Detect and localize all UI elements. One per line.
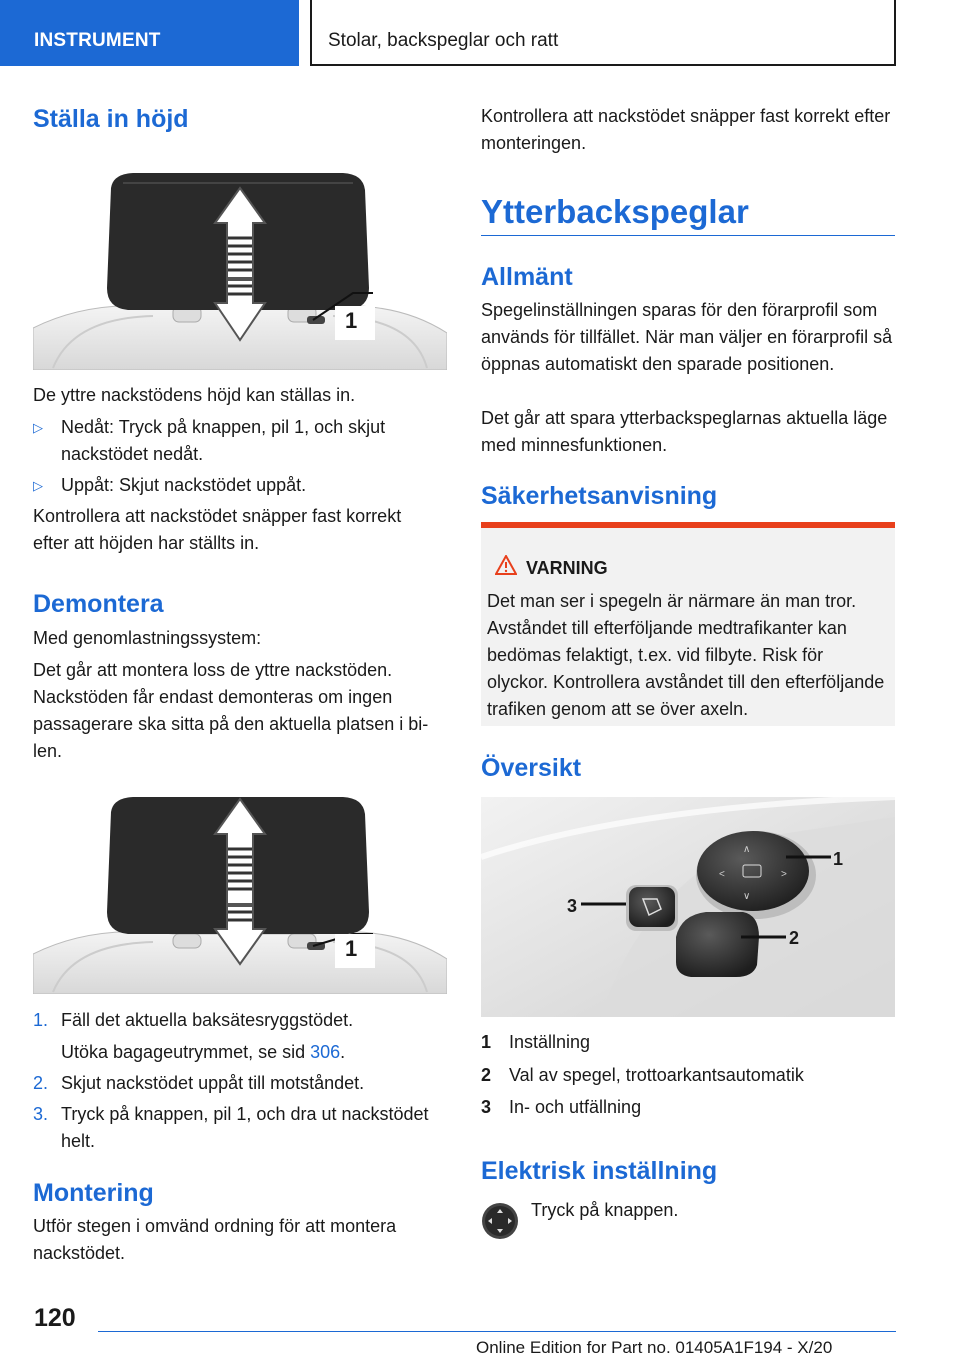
step-note-text: Utöka bagageutrymmet, se sid [61, 1042, 311, 1062]
chapter-title: Stolar, backspeglar och ratt [328, 30, 559, 51]
warning-text: Det man ser i spegeln är närmare än man tror. Avståndet till efterföljande medtrafikanter kan bedömas felaktigt, t.ex. vid filbyte. Risk för olyckor. Kontrollera avståndet till den efterföljande trafiken genom att se över axeln. [487, 591, 885, 719]
step-text: Tryck på knappen, pil 1, och dra ut nackstödet helt. [61, 1104, 429, 1151]
step-item [33, 1007, 448, 1061]
warning-triangle-icon [495, 555, 517, 575]
svg-text:>: > [781, 869, 787, 880]
height-heading: Ställa in höjd [33, 105, 189, 133]
bullet-triangle-icon: ▷ [33, 478, 43, 493]
step-number: 2. [33, 1073, 49, 1093]
bullet-triangle-icon: ▷ [33, 420, 43, 435]
footer-rule [98, 1331, 896, 1332]
overview-heading: Översikt [481, 754, 582, 782]
svg-text:∧: ∧ [743, 844, 751, 855]
mount-heading: Montering [33, 1179, 154, 1207]
edition-text: Online Edition for Part no. 01405A1F194 - X/20 [476, 1338, 833, 1357]
step-note-end: . [340, 1042, 346, 1062]
page-ref-link[interactable]: 306 [310, 1042, 341, 1062]
chapter-tab [310, 0, 896, 66]
height-check-text: Kontrollera att nackstödet snäpper fast korrekt efter att höjden har ställts in. [33, 506, 402, 553]
demount-text: Det går att montera loss de yttre nackstöden. Nackstöden får endast demonteras om ingen passagerare ska sitta på den aktuella platsen i bilen. [33, 660, 429, 761]
electric-heading: Elektrisk inställning [481, 1157, 718, 1185]
general-heading: Allmänt [481, 263, 573, 291]
callout-arrow-1: 1 [345, 308, 358, 333]
legend-text: Inställning [509, 1032, 591, 1052]
callout-1: 1 [833, 849, 844, 869]
step-item [33, 1070, 448, 1097]
bullet-item [33, 414, 448, 468]
mirrors-heading: Ytterbackspeglar [481, 193, 749, 230]
step-text: Skjut nackstödet uppåt till motståndet. [61, 1073, 365, 1093]
section-tab [0, 0, 299, 66]
electric-text: Tryck på knappen. [531, 1200, 679, 1220]
legend-item [481, 1062, 895, 1089]
step-item [33, 1101, 448, 1155]
safety-heading: Säkerhetsanvisning [481, 482, 718, 510]
demount-subtitle: Med genomlastningssystem: [33, 628, 262, 648]
demount-heading: Demontera [33, 590, 164, 618]
step-number: 1. [33, 1010, 49, 1030]
legend-number: 1 [481, 1032, 492, 1052]
mount-text: Utför stegen i omvänd ordning för att montera nackstödet. [33, 1216, 397, 1263]
svg-text:∨: ∨ [743, 891, 751, 902]
check-text: Kontrollera att nackstödet snäpper fast korrekt efter monteringen. [481, 106, 891, 153]
bullet-item [33, 472, 448, 499]
mirror-adjust-button-icon [481, 1202, 519, 1240]
legend-item [481, 1094, 895, 1121]
headrest-height-image [33, 168, 447, 370]
height-intro: De yttre nackstödens höjd kan ställas in. [33, 385, 356, 405]
step-number: 3. [33, 1104, 49, 1124]
legend-item [481, 1029, 895, 1056]
step-text: Fäll det aktuella baksätesryggstödet. [61, 1010, 354, 1030]
bullet-text: Uppåt: Skjut nackstödet uppåt. [61, 475, 307, 495]
warning-title: VARNING [526, 558, 608, 578]
legend-number: 3 [481, 1097, 492, 1117]
general-text-2: Det går att spara ytterbackspeglarnas aktuella läge med minnesfunktionen. [481, 408, 888, 455]
headrest-removal-image [33, 794, 447, 994]
page-number: 120 [34, 1304, 76, 1332]
heading-rule [481, 235, 895, 236]
callout-2: 2 [789, 928, 800, 948]
mirror-controls-image [481, 797, 895, 1017]
legend-number: 2 [481, 1065, 492, 1085]
step-note [61, 1039, 446, 1066]
svg-text:<: < [719, 869, 725, 880]
bullet-text: Nedåt: Tryck på knappen, pil 1, och skjut nackstödet nedåt. [61, 417, 386, 464]
section-title: INSTRUMENT [34, 30, 161, 51]
callout-3: 3 [567, 896, 578, 916]
callout-arrow-1: 1 [345, 936, 358, 961]
legend-text: In- och utfällning [509, 1097, 642, 1117]
warning-box [481, 522, 895, 726]
legend-text: Val av spegel, trottoarkantsautomatik [509, 1065, 804, 1085]
general-text-1: Spegelinställningen sparas för den förarprofil som används för tillfället. När man väljer en förarprofil så öppnas automatiskt den sparade positionen. [481, 300, 893, 374]
